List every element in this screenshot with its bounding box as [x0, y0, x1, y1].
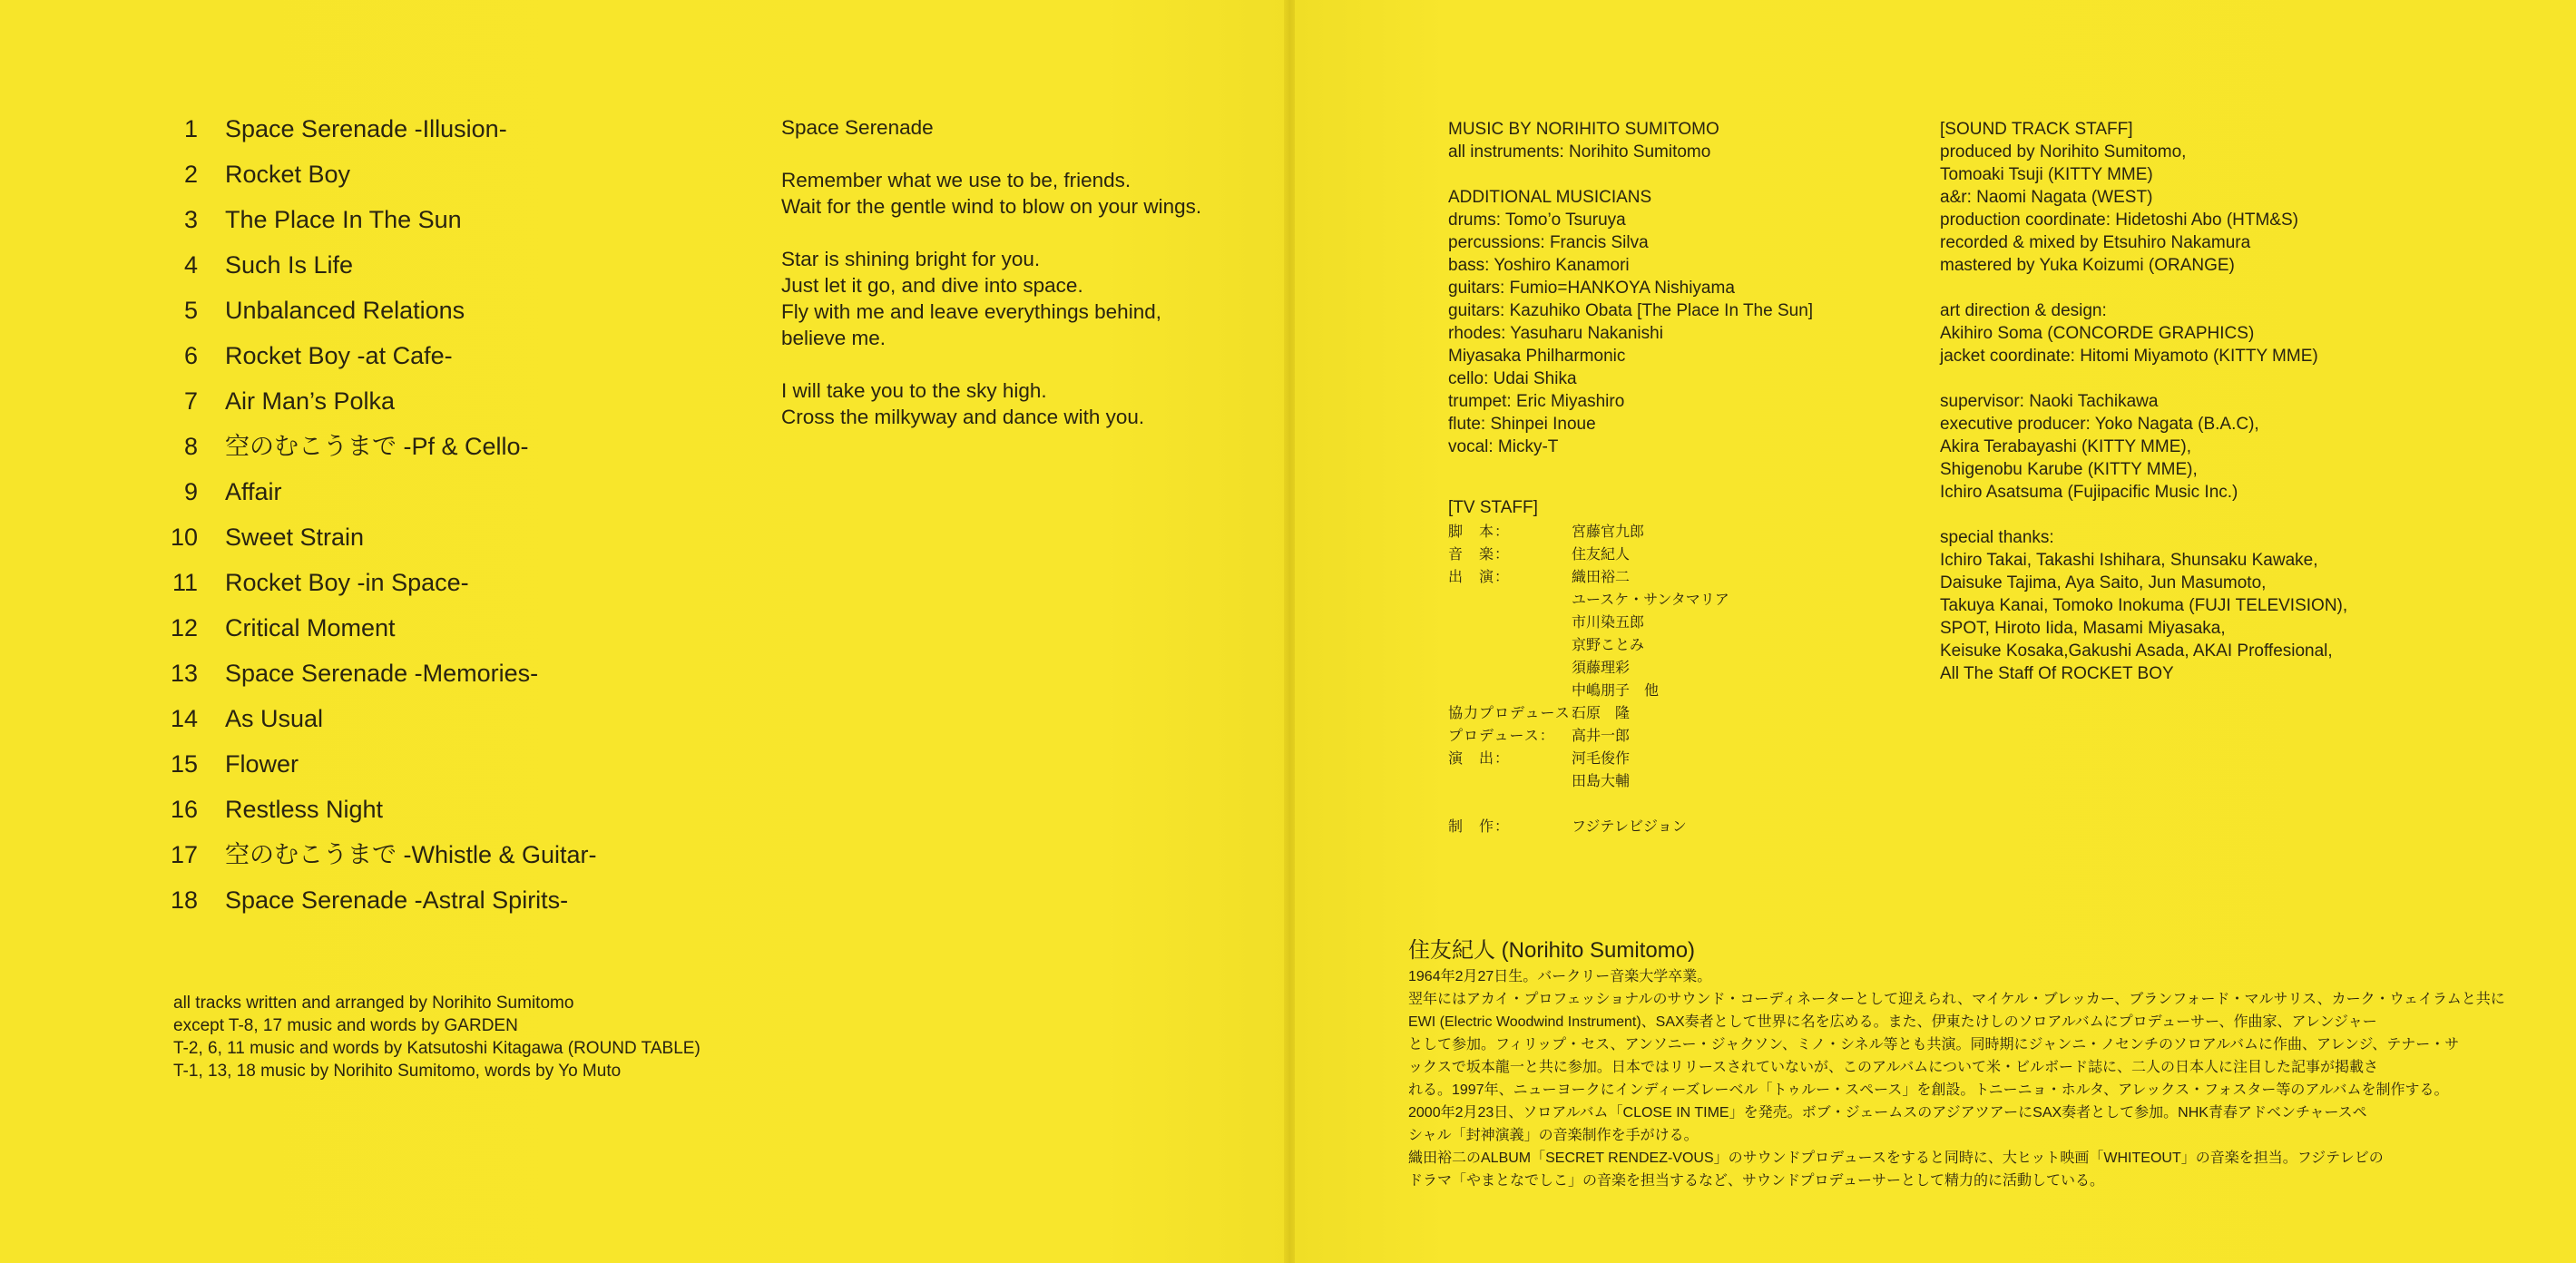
credit-line: Akira Terabayashi (KITTY MME),	[1940, 437, 2191, 456]
track-item	[154, 201, 597, 247]
track-title: 空のむこうまで -Whistle & Guitar-	[225, 841, 597, 868]
bio-line: 織田裕二のALBUM「SECRET RENDEZ-VOUS」のサウンドプロデュースをすると同時に、大ヒット映画「WHITEOUT」の音楽を担当。フジテレビの	[1408, 1150, 2384, 1166]
track-number: 16	[170, 796, 198, 823]
tv-staff-row	[1448, 589, 1729, 612]
bio-line: 翌年にはアカイ・プロフェッショナルのサウンド・コーディネーターとして迎えられ、マイケル・ブレッカー、ブランフォード・マルサリス、カーク・ウェイラムと共に	[1408, 992, 2505, 1007]
credit-line: vocal: Micky-T	[1448, 437, 1559, 456]
track-item	[154, 655, 597, 700]
lyrics-stanzas	[781, 167, 1201, 430]
track-number: 5	[183, 297, 198, 324]
tv-name: 織田裕二	[1572, 570, 1631, 585]
credit-line: Miyasaka Philharmonic	[1448, 347, 1626, 366]
tv-name: 河毛俊作	[1572, 751, 1631, 767]
tv-role: プロデュース：	[1448, 729, 1555, 744]
tv-name: 宮藤官九郎	[1572, 524, 1645, 540]
credit-line: Keisuke Kosaka,Gakushi Asada, AKAI Proffesional,	[1940, 641, 2333, 661]
bio-line: 1964年2月27日生。バークリー音楽大学卒業。	[1408, 969, 1712, 984]
track-item	[154, 338, 597, 383]
track-item	[154, 700, 597, 746]
track-number: 13	[170, 660, 198, 687]
track-number: 2	[183, 161, 198, 188]
art-direction-list	[1940, 299, 2347, 367]
credit-line: special thanks:	[1940, 528, 2054, 547]
tv-staff-row	[1448, 702, 1729, 725]
lyrics-stanza	[781, 246, 1201, 351]
lyric-line: Wait for the gentle wind to blow on your wings.	[781, 195, 1202, 218]
tv-name: 須藤理彩	[1572, 661, 1631, 676]
track-number: 6	[183, 342, 198, 369]
tv-staff-row	[1448, 566, 1729, 589]
credit-line: production coordinate: Hidetoshi Abo (HTM&S)	[1940, 210, 2298, 230]
credit-line: Tomoaki Tsuji (KITTY MME)	[1940, 165, 2153, 184]
credit-line: SPOT, Hiroto Iida, Masami Miyasaka,	[1940, 619, 2226, 638]
track-number: 11	[171, 569, 198, 596]
track-title: Sweet Strain	[225, 524, 365, 551]
lyric-line: Star is shining bright for you.	[781, 248, 1041, 270]
credit-line: guitars: Fumio=HANKOYA Nishiyama	[1448, 279, 1735, 298]
track-title: Flower	[225, 750, 299, 778]
credit-line: art direction & design:	[1940, 301, 2107, 320]
tv-role: 出 演：	[1448, 570, 1511, 585]
track-title: Such Is Life	[225, 251, 354, 279]
tv-name: ユースケ・サンタマリア	[1572, 592, 1729, 608]
lyric-line: Cross the milkyway and dance with you.	[781, 406, 1145, 428]
bio-line: れる。1997年、ニューヨークにインディーズレーベル「トゥルー・スペース」を創設。トニーニョ・ホルタ、アレックス・フォスター等のアルバムを制作する。	[1408, 1082, 2449, 1098]
track-number: 1	[183, 115, 198, 142]
tv-role: 演 出：	[1448, 751, 1511, 767]
track-number: 10	[170, 524, 198, 551]
credit-line: drums: Tomo’o Tsuruya	[1448, 210, 1626, 230]
credit-line: jacket coordinate: Hitomi Miyamoto (KITTY MME)	[1940, 347, 2318, 366]
credit-line: MUSIC BY NORIHITO SUMITOMO	[1448, 120, 1719, 139]
track-title: Space Serenade -Astral Spirits-	[225, 886, 569, 914]
track-item	[154, 474, 597, 519]
credit-line: All The Staff Of ROCKET BOY	[1940, 664, 2174, 683]
track-number: 7	[183, 387, 198, 415]
credit-line: executive producer: Yoko Nagata (B.A.C),	[1940, 415, 2259, 434]
track-title: 空のむこうまで -Pf & Cello-	[225, 433, 529, 460]
lyrics-title: Space Serenade	[781, 116, 934, 139]
bio-line: シャル「封神演義」の音楽制作を手がける。	[1408, 1128, 1699, 1143]
track-item	[154, 610, 597, 655]
tv-role: 音 楽：	[1448, 547, 1511, 563]
track-item	[154, 837, 597, 882]
track-item	[154, 519, 597, 564]
credit-line: all instruments: Norihito Sumitomo	[1448, 142, 1711, 162]
credit-line: Shigenobu Karube (KITTY MME),	[1940, 460, 2198, 479]
soundtrack-staff-list	[1940, 118, 2347, 277]
tv-staff-row	[1448, 612, 1729, 634]
tv-name: 高井一郎	[1572, 729, 1631, 744]
track-title: Affair	[225, 478, 282, 505]
soundtrack-staff	[1940, 118, 2347, 685]
artist-biography	[1408, 936, 2505, 1192]
credit-line: recorded & mixed by Etsuhiro Nakamura	[1940, 233, 2251, 252]
track-item	[154, 791, 597, 837]
tv-name: 田島大輔	[1572, 774, 1631, 789]
tv-staff-row	[1448, 748, 1729, 770]
music-credits	[1448, 118, 1813, 458]
credit-line: rhodes: Yasuharu Nakanishi	[1448, 324, 1663, 343]
track-number: 9	[183, 478, 198, 505]
tv-name: フジテレビジョン	[1572, 819, 1687, 835]
credit-line: Akihiro Soma (CONCORDE GRAPHICS)	[1940, 324, 2255, 343]
credit-line: Ichiro Asatsuma (Fujipacific Music Inc.)	[1940, 483, 2238, 502]
credit-line: T-1, 13, 18 music by Norihito Sumitomo, words by Yo Muto	[173, 1062, 622, 1081]
track-title: Air Man’s Polka	[225, 387, 396, 415]
bio-line: ドラマ「やまとなでしこ」の音楽を担当するなど、サウンドプロデューサーとして精力的に活動している。	[1408, 1173, 2105, 1189]
credit-line: a&r: Naomi Nagata (WEST)	[1940, 188, 2153, 207]
credit-line: ADDITIONAL MUSICIANS	[1448, 188, 1652, 207]
tv-name: 市川染五郎	[1572, 615, 1645, 631]
track-item	[154, 428, 597, 474]
track-title: Space Serenade -Illusion-	[225, 115, 507, 142]
bio-line: ックスで坂本龍一と共に参加。日本ではリリースされていないが、このアルバムについて米・ビルボード誌に、二人の日本人に注目した記事が掲載さ	[1408, 1060, 2378, 1075]
lyric-line: Just let it go, and dive into space.	[781, 274, 1083, 297]
music-credits-intro	[1448, 118, 1813, 163]
lyrics-stanza	[781, 167, 1201, 220]
track-item	[154, 882, 597, 927]
track-item	[154, 111, 597, 156]
tv-role: 協力プロデュース：	[1448, 706, 1586, 721]
credit-line: bass: Yoshiro Kanamori	[1448, 256, 1630, 275]
track-number: 18	[170, 886, 198, 914]
track-title: Rocket Boy	[225, 161, 351, 188]
credit-line: cello: Udai Shika	[1448, 369, 1577, 388]
tv-staff-row	[1448, 657, 1729, 680]
track-number: 17	[170, 841, 198, 868]
credit-line: mastered by Yuka Koizumi (ORANGE)	[1940, 256, 2235, 275]
bio-line: 2000年2月23日、ソロアルバム「CLOSE IN TIME」を発売。ボブ・ジェームスのアジアツアーにSAX奏者として参加。NHK青春アドベンチャースペ	[1408, 1105, 2367, 1121]
writing-credits	[173, 992, 700, 1082]
credit-line: guitars: Kazuhiko Obata [The Place In The Sun]	[1448, 301, 1814, 320]
track-number: 4	[183, 251, 198, 279]
special-thanks-list	[1940, 526, 2347, 685]
track-title: Restless Night	[225, 796, 384, 823]
track-title: Unbalanced Relations	[225, 297, 465, 324]
track-item	[154, 564, 597, 610]
tv-role: 脚 本：	[1448, 524, 1511, 540]
tv-staff	[1448, 496, 1729, 838]
tv-name: 住友紀人	[1572, 547, 1631, 563]
tv-staff-row	[1448, 521, 1729, 543]
lyric-line: Remember what we use to be, friends.	[781, 169, 1131, 191]
bio-text	[1408, 965, 2505, 1192]
tv-staff-row	[1448, 725, 1729, 748]
bio-line: EWI (Electric Woodwind Instrument)、SAX奏者として世界に名を広める。また、伊東たけしのソロアルバムにプロデューサー、作曲家、アレンジャー	[1408, 1014, 2377, 1030]
track-title: Space Serenade -Memories-	[225, 660, 539, 687]
credit-line: produced by Norihito Sumitomo,	[1940, 142, 2187, 162]
credit-line: T-2, 6, 11 music and words by Katsutoshi Kitagawa (ROUND TABLE)	[173, 1039, 700, 1058]
bio-heading: 住友紀人 (Norihito Sumitomo)	[1408, 938, 1696, 963]
credit-line: all tracks written and arranged by Norihito Sumitomo	[173, 994, 574, 1013]
credit-line: Ichiro Takai, Takashi Ishihara, Shunsaku Kawake,	[1940, 551, 2318, 570]
lyrics-stanza	[781, 377, 1201, 430]
lyrics-block	[781, 114, 1201, 456]
tv-role: 制 作：	[1448, 819, 1511, 835]
credit-line: trumpet: Eric Miyashiro	[1448, 392, 1625, 411]
track-number: 12	[170, 614, 198, 641]
track-title: Rocket Boy -at Cafe-	[225, 342, 453, 369]
track-number: 15	[170, 750, 198, 778]
tv-staff-rows	[1448, 521, 1729, 793]
track-item	[154, 746, 597, 791]
tv-name: 中嶋朋子 他	[1572, 683, 1660, 699]
tv-name: 石原 隆	[1572, 706, 1631, 721]
track-item	[154, 383, 597, 428]
tv-staff-row	[1448, 634, 1729, 657]
track-item	[154, 292, 597, 338]
tv-staff-row	[1448, 543, 1729, 566]
tv-staff-row	[1448, 770, 1729, 793]
lyric-line: believe me.	[781, 327, 886, 349]
credit-line: flute: Shinpei Inoue	[1448, 415, 1596, 434]
tv-staff-production	[1448, 816, 1729, 838]
track-number: 8	[183, 433, 198, 460]
tv-name: 京野ことみ	[1572, 638, 1645, 653]
credit-line: [SOUND TRACK STAFF]	[1940, 120, 2133, 139]
track-number: 14	[170, 705, 198, 732]
tv-staff-row	[1448, 680, 1729, 702]
track-title: The Place In The Sun	[225, 206, 462, 233]
track-list	[154, 111, 597, 927]
credit-line: supervisor: Naoki Tachikawa	[1940, 392, 2159, 411]
supervisor-list	[1940, 390, 2347, 504]
lyric-line: Fly with me and leave everythings behind,	[781, 300, 1161, 323]
credit-line: percussions: Francis Silva	[1448, 233, 1649, 252]
credit-line: Daisuke Tajima, Aya Saito, Jun Masumoto,	[1940, 573, 2267, 592]
lyric-line: I will take you to the sky high.	[781, 379, 1047, 402]
credit-line: Takuya Kanai, Tomoko Inokuma (FUJI TELEVISION),	[1940, 596, 2348, 615]
tv-staff-header: [TV STAFF]	[1448, 498, 1538, 517]
track-item	[154, 247, 597, 292]
track-title: Rocket Boy -in Space-	[225, 569, 469, 596]
track-title: As Usual	[225, 705, 324, 732]
track-number: 3	[183, 206, 198, 233]
track-title: Critical Moment	[225, 614, 396, 641]
bio-line: として参加。フィリップ・セス、アンソニー・ジャクソン、ミノ・シネル等とも共演。同時期にジャンニ・ノセンチのソロアルバムに作曲、アレンジ、テナー・サ	[1408, 1037, 2460, 1052]
credit-line: except T-8, 17 music and words by GARDEN	[173, 1016, 518, 1035]
track-item	[154, 156, 597, 201]
additional-musicians	[1448, 186, 1813, 458]
